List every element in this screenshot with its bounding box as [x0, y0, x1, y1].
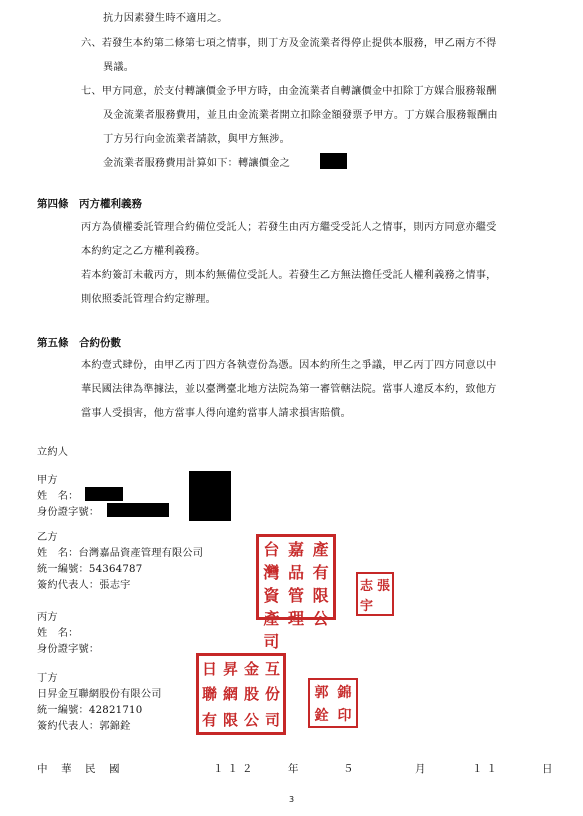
party-d-label: 丁方: [37, 673, 58, 684]
party-b-company-seal-char: 管: [287, 586, 304, 605]
party-d-representative-line: 簽約代表人：郭錦銓: [37, 721, 131, 732]
party-c-id-label: 身份證字號：: [37, 644, 100, 655]
party-b-name-line: 姓 名：台灣嘉品資產管理有限公司: [37, 548, 204, 559]
article3-item7-line2: 及金流業者服務費用，並且由金流業者開立扣除金額發票予甲方。丁方媒合服務報酬由: [103, 110, 498, 121]
party-d-company-seal-char: 司: [264, 710, 280, 729]
party-b-company-seal-char: 嘉: [287, 540, 304, 559]
party-d-company-seal-char: 股: [243, 685, 259, 704]
party-d-company-seal-char: 互: [264, 660, 280, 679]
article5-line2: 華民國法律為準據法，並以臺灣臺北地方法院為第一審管轄法院。當事人違反本約，致他方: [81, 384, 497, 395]
party-d-rep-seal-char: 郭: [314, 684, 329, 701]
signatories-title: 立約人: [37, 447, 69, 458]
party-d-company-seal-char: 聯: [201, 685, 217, 704]
party-a-name-label: 姓 名：: [37, 491, 79, 502]
date-month-unit: 月: [415, 763, 426, 775]
article3-item7-line1: 七、甲方同意，於支付轉讓價金予甲方時，由金流業者自轉讓價金中扣除丁方媒合服務報酬: [81, 86, 497, 97]
party-d-company-seal-char: 份: [264, 685, 280, 704]
party-b-rep-seal-char: 志: [359, 578, 373, 594]
party-b-company-seal-char: 品: [287, 563, 304, 582]
party-d-company-seal-char: 有: [201, 710, 217, 729]
party-b-company-seal-char: 資: [263, 586, 280, 605]
redacted-party-a-name: [85, 487, 123, 501]
party-d-representative-seal: [308, 678, 358, 728]
article3-continuation-line: 抗力因素發生時不適用之。: [103, 13, 228, 24]
party-c-name-label: 姓 名：: [37, 628, 79, 639]
party-d-company-seal-char: 日: [201, 660, 217, 679]
page-number: 3: [289, 795, 295, 804]
party-b-company-seal-char: 產: [263, 609, 280, 628]
party-b-representative-line: 簽約代表人：張志宇: [37, 580, 131, 591]
party-d-rep-seal-char: 錦: [337, 684, 352, 701]
party-d-company-seal: [196, 653, 286, 735]
party-b-tax-id-line: 統一編號：54364787: [37, 564, 143, 575]
article3-item7-line3: 丁方另行向金流業者請款，與甲方無涉。: [103, 134, 290, 145]
article4-heading: 第四條 丙方權利義務: [37, 198, 142, 210]
article5-heading: 第五條 合約份數: [37, 337, 121, 349]
party-d-rep-seal-char: 銓: [314, 707, 329, 724]
date-era-char-1: 中: [37, 763, 48, 775]
article4-para2-line2: 則依照委託管理合約定辦理。: [81, 294, 217, 305]
article3-item6-line1: 六、若發生本約第二條第七項之情事，則丁方及金流業者得停止提供本服務，甲乙兩方不得: [81, 38, 497, 49]
article3-item6-line2: 異議。: [103, 62, 135, 73]
party-b-company-seal-char: 台: [263, 540, 280, 559]
party-b-company-seal-char: 理: [287, 609, 304, 628]
party-b-label: 乙方: [37, 532, 58, 543]
party-d-company-seal-char: 昇: [222, 660, 238, 679]
fee-line-prefix: 金流業者服務費用計算如下：轉讓價金之: [103, 158, 290, 169]
date-year-unit: 年: [288, 763, 299, 775]
party-d-tax-id-line: 統一編號：42821710: [37, 705, 143, 716]
party-d-company-seal-char: 限: [222, 710, 238, 729]
party-b-rep-seal-char: 宇: [359, 598, 373, 614]
date-era-char-4: 國: [109, 763, 120, 775]
date-era-char-3: 民: [85, 763, 96, 775]
fee-calculation-line: [103, 158, 330, 170]
party-d-company-seal-char: 公: [243, 710, 259, 729]
date-era-char-2: 華: [61, 763, 72, 775]
date-day: １１: [472, 763, 501, 775]
date-year: １１２: [213, 763, 257, 775]
party-c-label: 丙方: [37, 612, 58, 623]
party-b-rep-seal-char: 張: [376, 578, 390, 594]
party-a-id-label: 身份證字號：: [37, 507, 100, 518]
party-d-company-seal-char: 金: [243, 660, 259, 679]
date-day-unit: 日: [542, 763, 553, 775]
party-b-company-seal-char: 公: [312, 609, 329, 628]
article4-para2-line1: 若本約簽訂未載丙方，則本約無備位受託人。若發生乙方無法擔任受託人權利義務之情事，: [81, 270, 497, 281]
article4-para1-line2: 本約約定之乙方權利義務。: [81, 246, 206, 257]
redacted-party-a-seal: [189, 471, 231, 521]
party-d-company-seal-char: 網: [222, 685, 238, 704]
party-b-company-seal-char: 產: [312, 540, 329, 559]
party-b-company-seal-char: 限: [312, 586, 329, 605]
party-b-company-seal-char: 灣: [263, 563, 280, 582]
party-b-company-seal-char: 有: [312, 563, 329, 582]
redacted-fee-rate: [320, 153, 347, 169]
party-d-name-line: 日昇金互聯網股份有限公司: [37, 689, 162, 700]
date-month: ５: [343, 763, 354, 775]
article4-para1-line1: 丙方為債權委託管理合約備位受託人；若發生由丙方繼受受託人之情事，則丙方同意亦繼受: [81, 222, 497, 233]
party-b-representative-seal: [356, 572, 394, 616]
party-b-company-seal: [256, 534, 336, 651]
party-a-label: 甲方: [37, 475, 58, 486]
party-d-rep-seal-char: 印: [337, 707, 352, 724]
redacted-party-a-id: [107, 503, 169, 517]
article5-line1: 本約壹式肆份，由甲乙丙丁四方各執壹份為憑。因本約所生之爭議，甲乙丙丁四方同意以中: [81, 360, 497, 371]
party-b-company-seal-char: 司: [263, 632, 280, 651]
article5-line3: 當事人受損害，他方當事人得向違約當事人請求損害賠償。: [81, 408, 352, 419]
